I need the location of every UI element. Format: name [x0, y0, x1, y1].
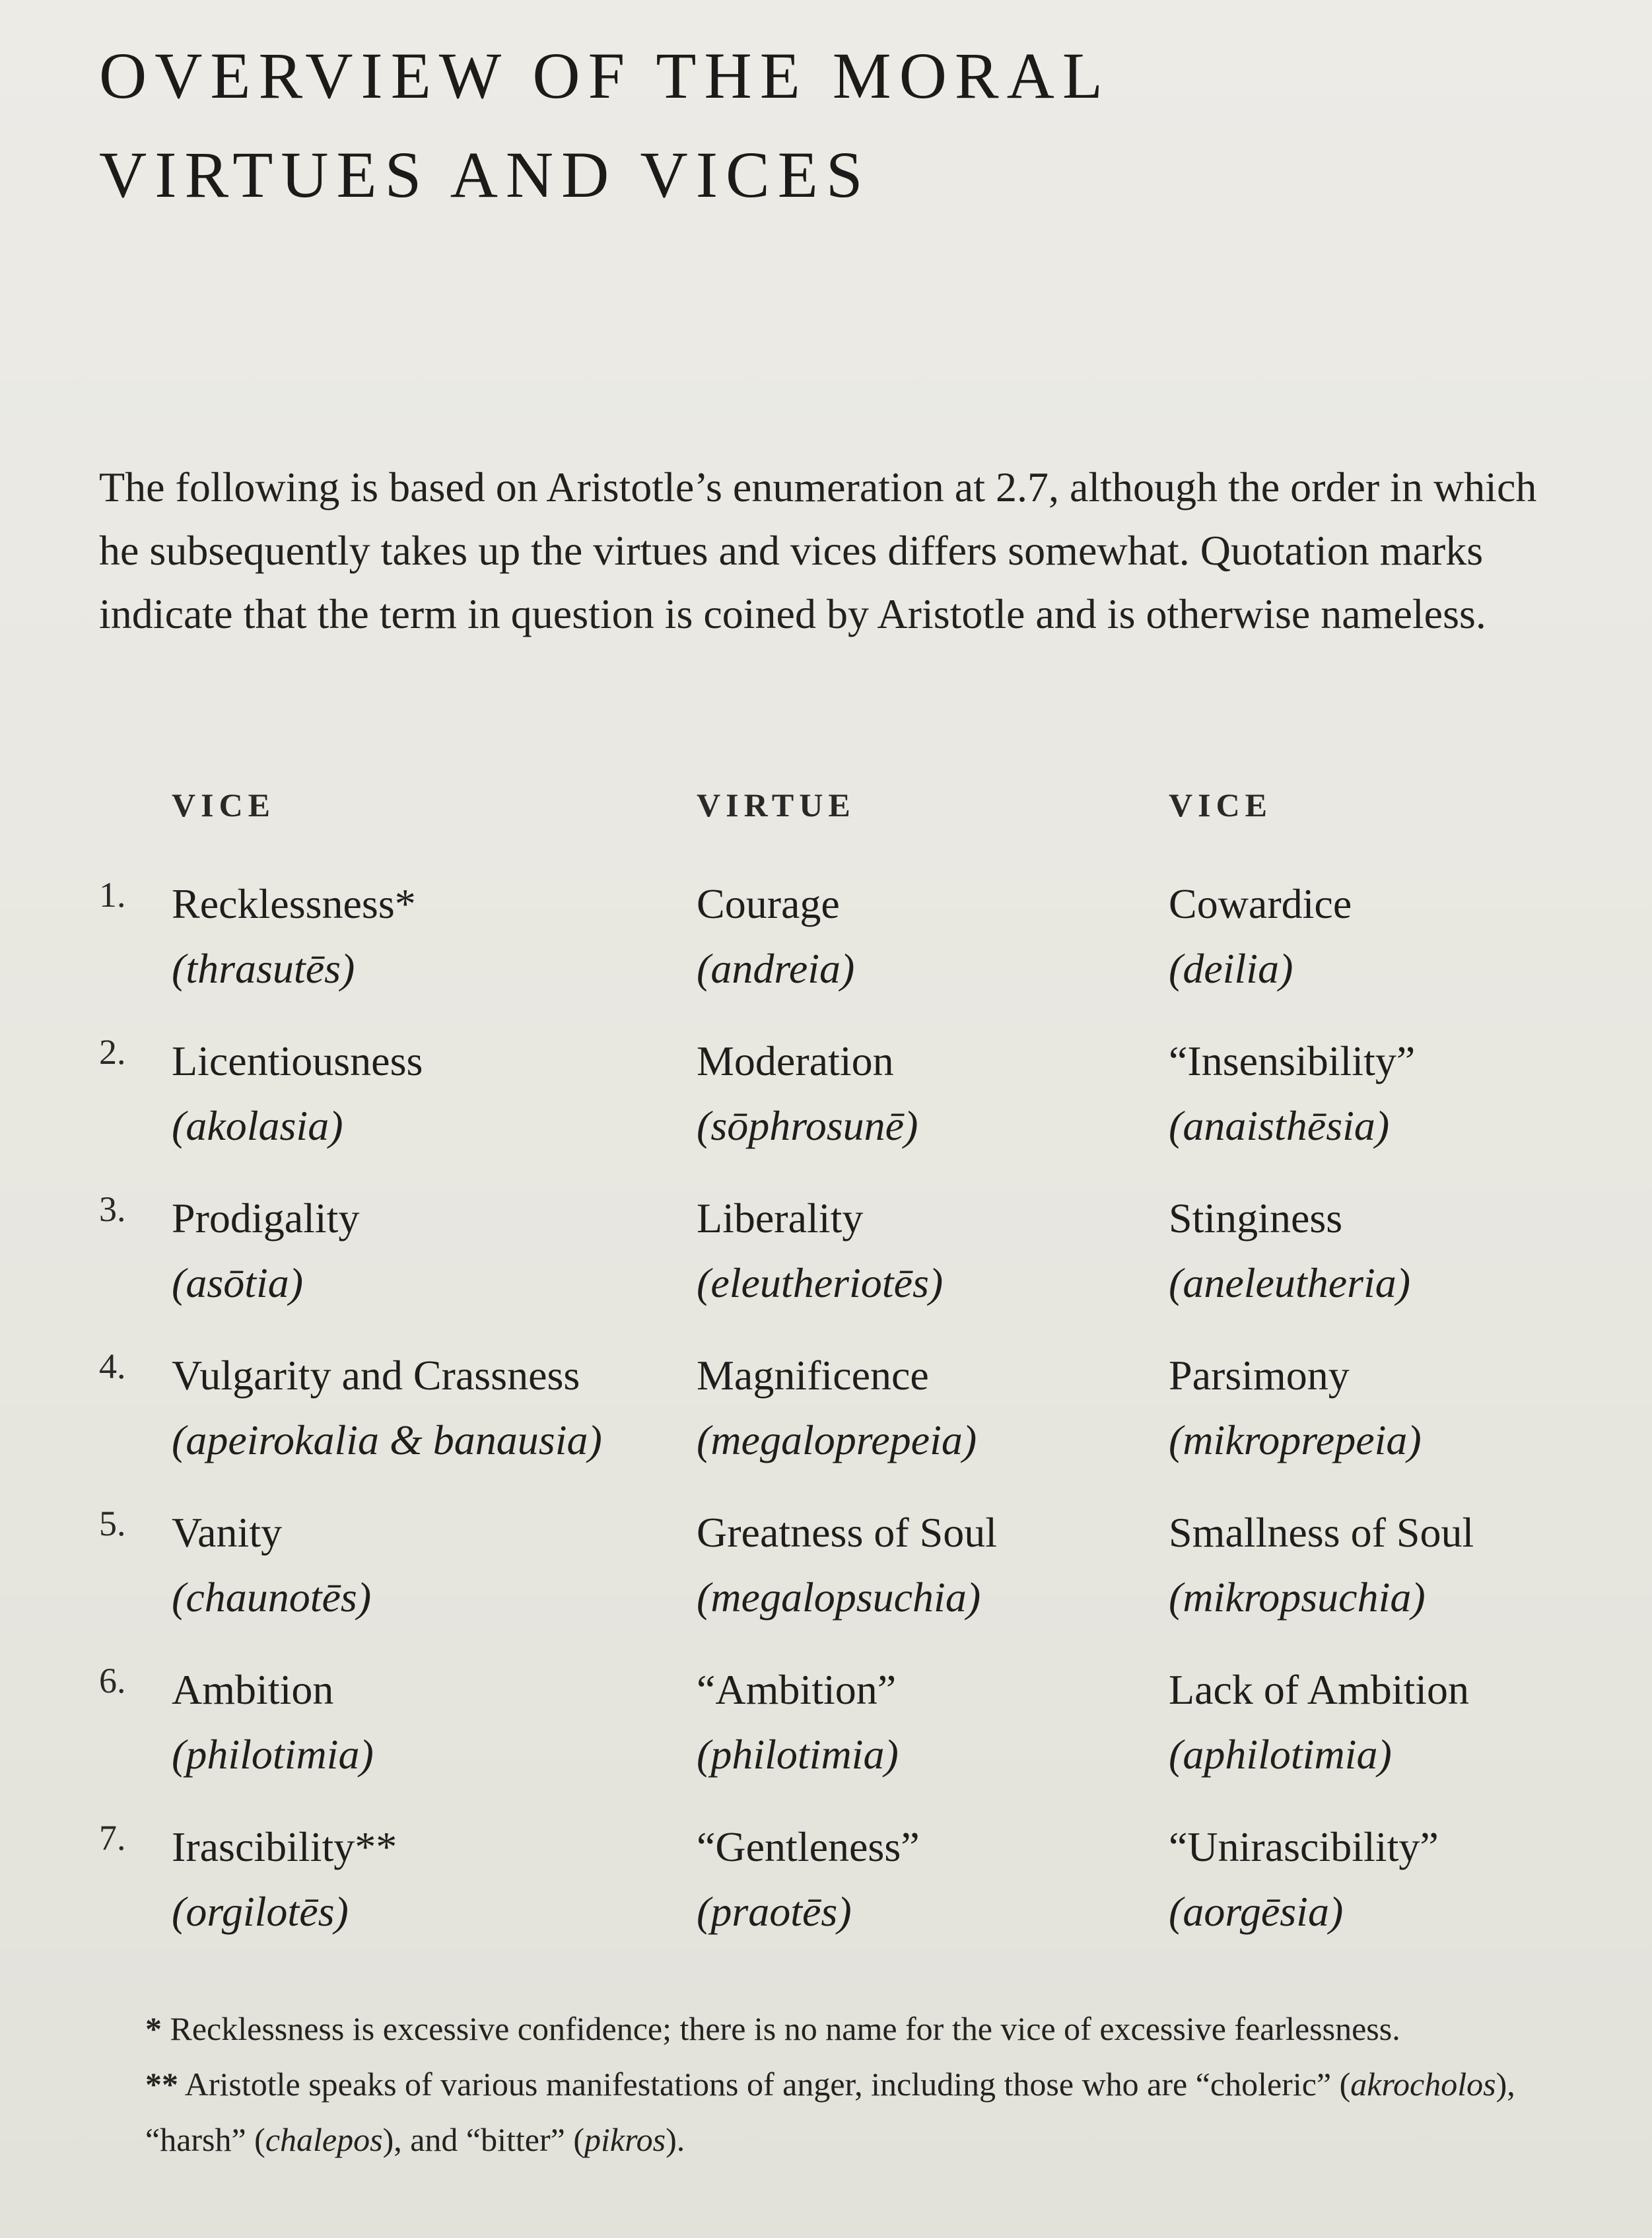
- vice-cell: [1169, 1658, 1578, 1787]
- vice-cell: [1169, 872, 1578, 1001]
- vice-name: Licentiousness: [172, 1037, 423, 1084]
- vice-cell: [172, 1029, 687, 1158]
- vice-cell: [172, 1658, 687, 1787]
- vice-name: Ambition: [172, 1666, 334, 1713]
- vice-greek-term: (mikropsuchia): [1169, 1574, 1426, 1621]
- vice-greek-term: (akolasia): [172, 1102, 343, 1149]
- virtue-greek-term: (eleutheriotēs): [697, 1259, 944, 1306]
- vice-cell: [1169, 1500, 1578, 1630]
- footnote-marker: *: [145, 2010, 162, 2047]
- vice-cell: [1169, 1029, 1578, 1158]
- virtue-name: Magnificence: [697, 1352, 929, 1399]
- row-number: 3.: [99, 1189, 126, 1229]
- table-row: [99, 1343, 1585, 1488]
- vice-greek-term: (aorgēsia): [1169, 1888, 1344, 1935]
- vice-greek-term: (apeirokalia & banausia): [172, 1416, 602, 1463]
- table-row: [99, 1815, 1585, 1960]
- vice-name: “Insensibility”: [1169, 1037, 1416, 1084]
- vice-greek-term: (philotimia): [172, 1731, 374, 1778]
- vice-name: Irascibility**: [172, 1823, 397, 1870]
- footnotes: [145, 2001, 1565, 2167]
- row-number: 2.: [99, 1032, 126, 1072]
- table-row: [99, 1658, 1585, 1803]
- virtue-cell: [697, 1343, 1159, 1473]
- greek-term: akrocholos: [1350, 2066, 1496, 2103]
- column-header-virtue: VIRTUE: [697, 787, 856, 823]
- footnote-text: Aristotle speaks of various manifestations of anger, including those who are “choleric” (: [184, 2066, 1351, 2103]
- vice-cell: [172, 1815, 687, 1944]
- column-header-vice-deficiency: VICE: [172, 787, 276, 823]
- virtue-name: Moderation: [697, 1037, 894, 1084]
- virtue-greek-term: (megalopsuchia): [697, 1574, 981, 1621]
- intro-paragraph: The following is based on Aristotle’s enumeration at 2.7, although the order in which he subsequently takes up the virtues and vices differs somewhat. Quotation marks indicate that the term in question is coined by Aristotle and is otherwise nameless.: [99, 464, 1537, 637]
- vice-name: Lack of Ambition: [1169, 1666, 1470, 1713]
- vice-greek-term: (chaunotēs): [172, 1574, 372, 1621]
- virtue-cell: [697, 1658, 1159, 1787]
- vice-cell: [1169, 1815, 1578, 1944]
- vice-greek-term: (orgilotēs): [172, 1888, 349, 1935]
- table-row: [99, 1500, 1585, 1646]
- virtue-name: “Gentleness”: [697, 1823, 920, 1870]
- virtue-cell: [697, 1029, 1159, 1158]
- page-title-line-2: VIRTUES AND VICES: [99, 138, 871, 211]
- footnote-text: ), and “bitter” (: [382, 2121, 584, 2158]
- column-header-vice-excess: VICE: [1169, 787, 1273, 823]
- virtue-greek-term: (andreia): [697, 945, 855, 992]
- vice-name: Prodigality: [172, 1195, 360, 1241]
- vice-greek-term: (anaisthēsia): [1169, 1102, 1390, 1149]
- vice-greek-term: (aphilotimia): [1169, 1731, 1392, 1778]
- vice-cell: [172, 1500, 687, 1630]
- footnote-text: ).: [666, 2121, 685, 2158]
- footnote-marker: **: [145, 2066, 178, 2103]
- row-number: 7.: [99, 1818, 126, 1858]
- vice-cell: [172, 1186, 687, 1315]
- virtue-greek-term: (megaloprepeia): [697, 1416, 977, 1463]
- vice-cell: [172, 1343, 687, 1473]
- vice-greek-term: (thrasutēs): [172, 945, 355, 992]
- table-row: [99, 1186, 1585, 1331]
- table-row: [99, 1029, 1585, 1174]
- vice-cell: [1169, 1186, 1578, 1315]
- vice-greek-term: (deilia): [1169, 945, 1293, 992]
- page-title: [99, 26, 1552, 225]
- vice-cell: [1169, 1343, 1578, 1473]
- footnote-text: ), “harsh” (: [145, 2066, 1515, 2158]
- vice-name: “Unirascibility”: [1169, 1823, 1439, 1870]
- row-number: 5.: [99, 1504, 126, 1543]
- virtue-cell: [697, 1815, 1159, 1944]
- table-row: [99, 872, 1585, 1017]
- vice-name: Parsimony: [1169, 1352, 1350, 1399]
- virtue-cell: [697, 872, 1159, 1001]
- greek-term: chalepos: [265, 2121, 383, 2158]
- footnote-1: [145, 2001, 1565, 2056]
- vice-name: Cowardice: [1169, 880, 1352, 927]
- row-number: 6.: [99, 1661, 126, 1700]
- virtue-name: Courage: [697, 880, 840, 927]
- vice-name: Smallness of Soul: [1169, 1509, 1474, 1556]
- footnote-text: Recklessness is excessive confidence; there is no name for the vice of excessive fearlessness.: [170, 2010, 1400, 2047]
- virtue-name: Liberality: [697, 1195, 864, 1241]
- virtue-name: Greatness of Soul: [697, 1509, 998, 1556]
- vice-greek-term: (aneleutheria): [1169, 1259, 1411, 1306]
- vice-name: Vanity: [172, 1509, 283, 1556]
- vice-cell: [172, 872, 687, 1001]
- vice-name: Stinginess: [1169, 1195, 1343, 1241]
- greek-term: pikros: [584, 2121, 666, 2158]
- page-title-line-1: OVERVIEW OF THE MORAL: [99, 39, 1111, 112]
- footnote-2: [145, 2056, 1565, 2167]
- virtue-name: “Ambition”: [697, 1666, 897, 1713]
- vice-greek-term: (asōtia): [172, 1259, 304, 1306]
- row-number: 1.: [99, 875, 126, 915]
- vice-greek-term: (mikroprepeia): [1169, 1416, 1422, 1463]
- virtue-greek-term: (sōphrosunē): [697, 1102, 918, 1149]
- virtue-greek-term: (philotimia): [697, 1731, 899, 1778]
- row-number: 4.: [99, 1346, 126, 1386]
- virtue-cell: [697, 1500, 1159, 1630]
- virtue-cell: [697, 1186, 1159, 1315]
- vice-name: Vulgarity and Crassness: [172, 1352, 580, 1399]
- vice-name: Recklessness*: [172, 880, 416, 927]
- virtue-greek-term: (praotēs): [697, 1888, 852, 1935]
